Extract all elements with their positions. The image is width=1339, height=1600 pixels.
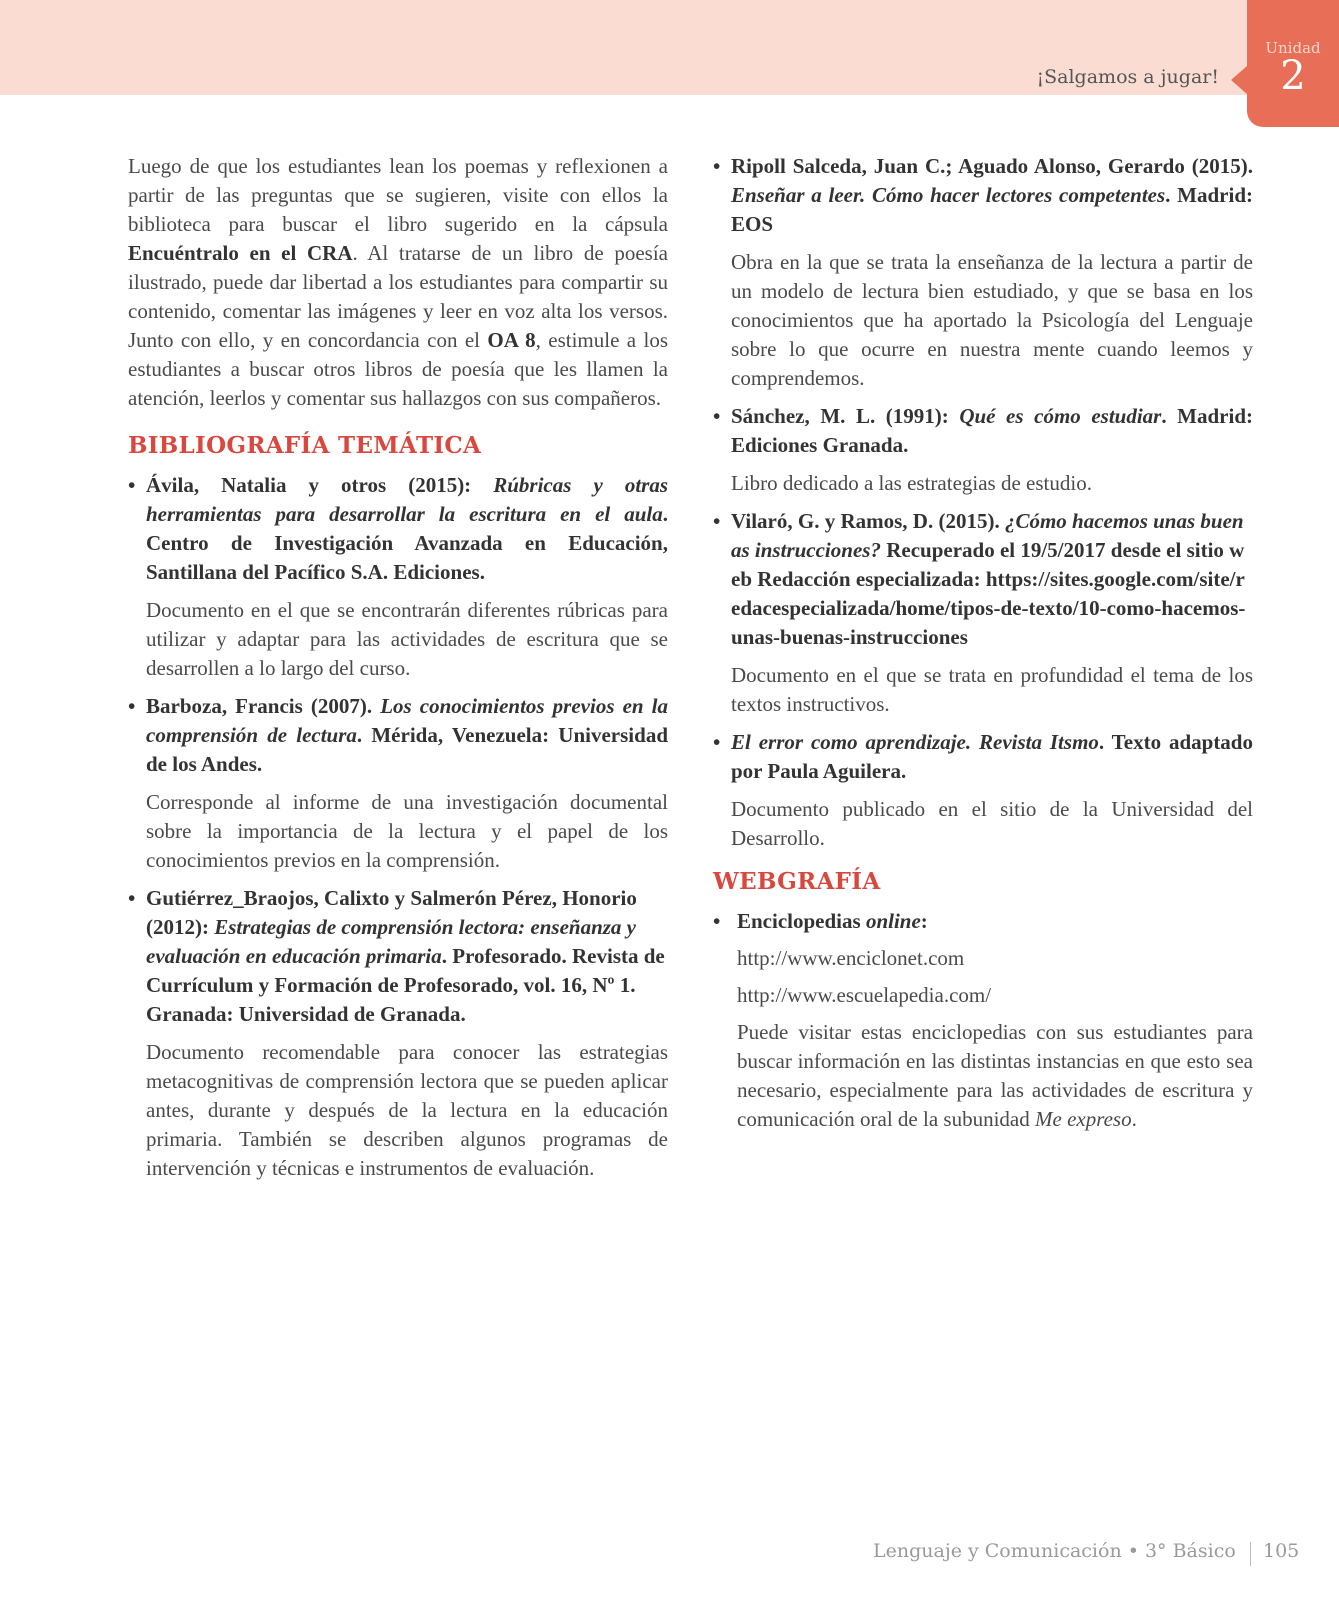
webography-title-colon: : <box>920 909 928 933</box>
intro-text: . Al tratarse de un libro de poesía ilustrado, puede dar libertad a los estudiantes para compartir su contenido, comentar las imágenes y leer en voz alta los versos. Junto con ello, y en concordancia con el <box>128 241 668 352</box>
entry-title <box>731 507 1253 652</box>
entry-description: Obra en la que se trata la enseñanza de la lectura a partir de un modelo de lectura bien estudiado, y que se basa en los conocimientos que ha aportado la Psicología del Lenguaje sobre lo que ocurre en nuestra mente cuando leemos y comprendemos. <box>731 250 1253 390</box>
entry-description: Documento en el que se encontrarán diferentes rúbricas para utilizar y adaptar para las actividades de escritura que se desarrollen a lo largo del curso. <box>146 598 668 680</box>
entry-publisher: . Profesorado. Revista de Currículum y Formación de Profesorado, vol. 16, Nº 1. Granada: Universidad de Granada. <box>146 944 665 1026</box>
entry-description: Documento en el que se trata en profundidad el tema de los textos instructivos. <box>731 663 1253 716</box>
footer-text: Lenguaje y Comunicación • 3° Básico <box>873 1540 1236 1562</box>
entry-title <box>146 471 668 587</box>
bullet-icon: • <box>128 886 136 910</box>
webography-description <box>737 1018 1253 1134</box>
entry-publisher: . Madrid: Ediciones Granada. <box>731 404 1254 457</box>
entry-description: Libro dedicado a las estrategias de estudio. <box>731 471 1092 495</box>
bibliography-entry <box>128 692 668 875</box>
bullet-icon: • <box>713 909 721 933</box>
bibliography-entry <box>713 152 1253 393</box>
footer-divider <box>1250 1542 1251 1566</box>
bullet-icon: • <box>713 509 721 533</box>
intro-text: , estimule a los estudiantes a buscar otros libros de poesía que les llamen la atención, leerlos y comentar sus hallazgos con sus compañeros. <box>128 328 669 410</box>
right-column <box>713 152 1253 1134</box>
entry-publisher: . Texto adaptado por Paula Aguilera. <box>731 730 1253 783</box>
entry-work: El error como aprendizaje. Revista Itsmo <box>731 730 1099 754</box>
unit-number: 2 <box>1280 53 1306 99</box>
page-footer <box>0 1540 1339 1572</box>
entry-title <box>731 402 1253 460</box>
bibliography-entry <box>128 471 668 683</box>
webography-description-end: . <box>1131 1107 1137 1131</box>
bibliography-entry <box>713 728 1253 853</box>
entry-publisher: . Mérida, Venezuela: Universidad de los Andes. <box>146 723 668 776</box>
intro-bold-cra: Encuéntralo en el CRA <box>128 241 353 265</box>
entry-author: Ripoll Salceda, Juan C.; Aguado Alonso, Gerardo (2015). <box>731 154 1253 178</box>
entry-author: Barboza, Francis (2007). <box>146 694 381 718</box>
entry-publisher: . Madrid: EOS <box>731 183 1253 236</box>
webography-item-title <box>737 907 1253 936</box>
entry-publisher: Recuperado el 19/5/2017 desde el sitio web Redacción especializada: https://sites.google.com/site/redacespecializada/home/tipos-de-texto/10-como-hacemos-unas-buenas-instrucciones <box>731 538 1246 649</box>
intro-text: Luego de que los estudiantes lean los poemas y reflexionen a partir de las preguntas que se sugieren, visite con ellos la biblioteca para buscar el libro sugerido en la cápsula <box>128 154 668 236</box>
bibliography-heading: BIBLIOGRAFÍA TEMÁTICA <box>128 432 482 459</box>
entry-work: Los conocimientos previos en la comprensión de lectura <box>146 694 668 747</box>
entry-title <box>146 692 668 779</box>
unit-tab <box>1247 0 1339 127</box>
entry-work: Qué es cómo estudiar <box>959 404 1162 428</box>
entry-title <box>731 728 1253 786</box>
webography-description-italic: Me expreso <box>1035 1107 1132 1131</box>
bullet-icon: • <box>713 730 721 754</box>
bullet-icon: • <box>713 154 721 178</box>
bibliography-entry <box>128 884 668 1183</box>
bibliography-entry <box>713 507 1253 719</box>
webography-entry <box>713 907 1253 1134</box>
bibliography-entry <box>713 402 1253 498</box>
entry-work: ¿Cómo hacemos unas buenas instrucciones? <box>731 509 1244 562</box>
entry-title <box>731 152 1253 239</box>
entry-work: Rúbricas y otras herramientas para desarrollar la escritura en el aula <box>146 473 669 526</box>
entry-description: Documento publicado en el sitio de la Universidad del Desarrollo. <box>731 797 1253 850</box>
webography-title-italic: online <box>865 909 921 933</box>
entry-author: Ávila, Natalia y otros (2015): <box>146 473 494 497</box>
bullet-icon: • <box>128 473 136 497</box>
entry-author: Vilaró, G. y Ramos, D. (2015). <box>731 509 1005 533</box>
entry-work: Estrategias de comprensión lectora: enseñanza y evaluación en educación primaria <box>146 915 636 968</box>
entry-author: Gutiérrez_Braojos, Calixto y Salmerón Pérez, Honorio (2012): <box>146 886 637 939</box>
intro-paragraph <box>128 152 668 413</box>
webography-title-text: Enciclopedias <box>737 909 866 933</box>
webography-link[interactable]: http://www.enciclonet.com <box>737 946 965 970</box>
entry-description: Corresponde al informe de una investigación documental sobre la importancia de la lectura y el papel de los conocimientos previos en la comprensión. <box>146 790 668 872</box>
webography-link[interactable]: http://www.escuelapedia.com/ <box>737 983 992 1007</box>
left-column <box>128 152 668 1192</box>
page-number: 105 <box>1263 1540 1300 1562</box>
section-title: ¡Salgamos a jugar! <box>1036 66 1219 88</box>
entry-author: Sánchez, M. L. (1991): <box>731 404 960 428</box>
webography-description-text: Puede visitar estas enciclopedias con sus estudiantes para buscar información en las distintas instancias en que esto sea necesario, especialmente para las actividades de escritura y comunicación oral de la subunidad <box>737 1020 1253 1131</box>
webography-heading: WEBGRAFÍA <box>713 868 881 895</box>
entry-work: Enseñar a leer. Cómo hacer lectores competentes <box>731 183 1166 207</box>
entry-publisher: . Centro de Investigación Avanzada en Educación, Santillana del Pacífico S.A. Ediciones. <box>146 502 668 584</box>
unit-label: Unidad <box>1265 39 1321 57</box>
intro-bold-oa: OA 8 <box>487 328 536 352</box>
entry-title <box>146 884 668 1029</box>
bullet-icon: • <box>713 404 721 428</box>
bullet-icon: • <box>128 694 136 718</box>
entry-description: Documento recomendable para conocer las estrategias metacognitivas de comprensión lectora que se pueden aplicar antes, durante y después de la lectura en la educación primaria. También se describen algunos programas de intervención y técnicas e instrumentos de evaluación. <box>146 1040 668 1180</box>
